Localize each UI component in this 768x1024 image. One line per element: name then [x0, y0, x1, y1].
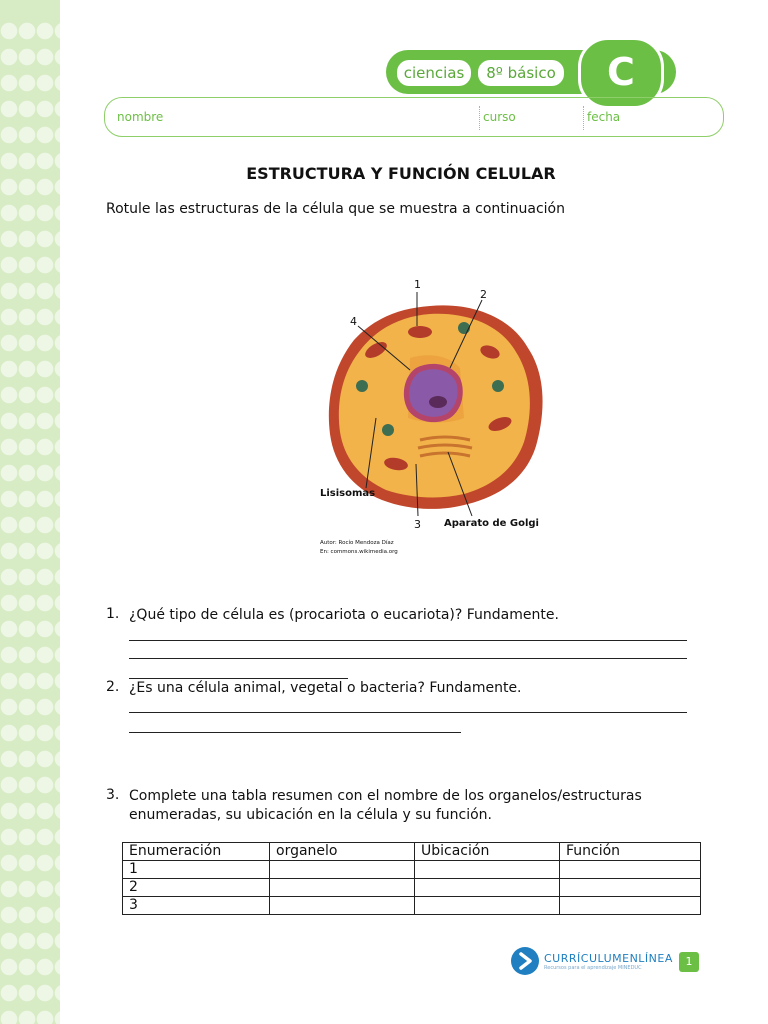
label-2: 2 — [480, 288, 487, 301]
table-cell[interactable] — [270, 861, 415, 879]
table-cell[interactable] — [560, 879, 701, 897]
table-cell[interactable] — [560, 861, 701, 879]
table-cell: 2 — [123, 879, 270, 897]
instruction-text: Rotule las estructuras de la célula que se muestra a continuación — [106, 201, 565, 217]
table-cell[interactable] — [270, 897, 415, 915]
answer-line[interactable] — [129, 712, 687, 713]
table-cell: 1 — [123, 861, 270, 879]
table-header-row — [123, 843, 701, 861]
label-golgi: Aparato de Golgi — [444, 518, 539, 529]
worksheet-title: ESTRUCTURA Y FUNCIÓN CELULAR — [246, 164, 556, 183]
nucleus — [404, 364, 463, 422]
fecha-field[interactable]: fecha — [587, 110, 621, 124]
answer-line[interactable] — [129, 732, 461, 733]
answer-line[interactable] — [129, 640, 687, 641]
question-text: ¿Es una célula animal, vegetal o bacteria? Fundamente. — [129, 680, 522, 696]
label-lisosomas: Lisisomas — [320, 488, 376, 499]
nombre-field[interactable]: nombre — [117, 110, 164, 124]
student-info-bar — [104, 97, 724, 137]
header-cell: Ubicación — [415, 843, 560, 861]
figure-credit-source: En: commons.wikimedia.org — [320, 549, 398, 555]
decorative-left-border — [0, 0, 66, 1024]
header-cell: Enumeración — [123, 843, 270, 861]
figure-credit-author: Autor: Rocío Mendoza Díaz — [320, 540, 394, 546]
table-cell: 3 — [123, 897, 270, 915]
question-number: 1. — [106, 606, 120, 622]
question-text: ¿Qué tipo de célula es (procariota o eucariota)? Fundamente. — [129, 607, 559, 623]
label-1: 1 — [414, 278, 421, 291]
table-row — [123, 879, 701, 897]
page-number: 1 — [679, 952, 699, 972]
answer-line[interactable] — [129, 658, 687, 659]
border-pattern — [0, 18, 66, 1024]
divider — [479, 106, 480, 130]
grade-tag: 8º básico — [478, 60, 564, 86]
table-row — [123, 861, 701, 879]
question-number: 2. — [106, 679, 120, 695]
logo-brand-text: CURRÍCULUMENLÍNEA — [544, 952, 673, 965]
header-cell: Función — [560, 843, 701, 861]
label-3: 3 — [414, 518, 421, 531]
animal-cell-diagram — [300, 268, 560, 568]
divider — [583, 106, 584, 130]
question-text: Complete una tabla resumen con el nombre de los organelos/estructuras enumeradas, su ubicación en la célula y su función. — [129, 788, 642, 823]
subject-badge: C — [578, 37, 664, 109]
summary-table — [122, 842, 701, 915]
border-edge — [60, 0, 66, 1024]
table-cell[interactable] — [415, 879, 560, 897]
table-row — [123, 897, 701, 915]
logo-arrow-icon — [511, 947, 539, 975]
header-cell: organelo — [270, 843, 415, 861]
curso-field[interactable]: curso — [483, 110, 516, 124]
logo-tagline: Recursos para el aprendizaje MINEDUC — [544, 965, 642, 971]
table-cell[interactable] — [270, 879, 415, 897]
table-cell[interactable] — [415, 861, 560, 879]
table-cell[interactable] — [415, 897, 560, 915]
subject-tag: ciencias — [397, 60, 471, 86]
table-cell[interactable] — [560, 897, 701, 915]
question-number: 3. — [106, 787, 120, 803]
label-4: 4 — [350, 315, 357, 328]
